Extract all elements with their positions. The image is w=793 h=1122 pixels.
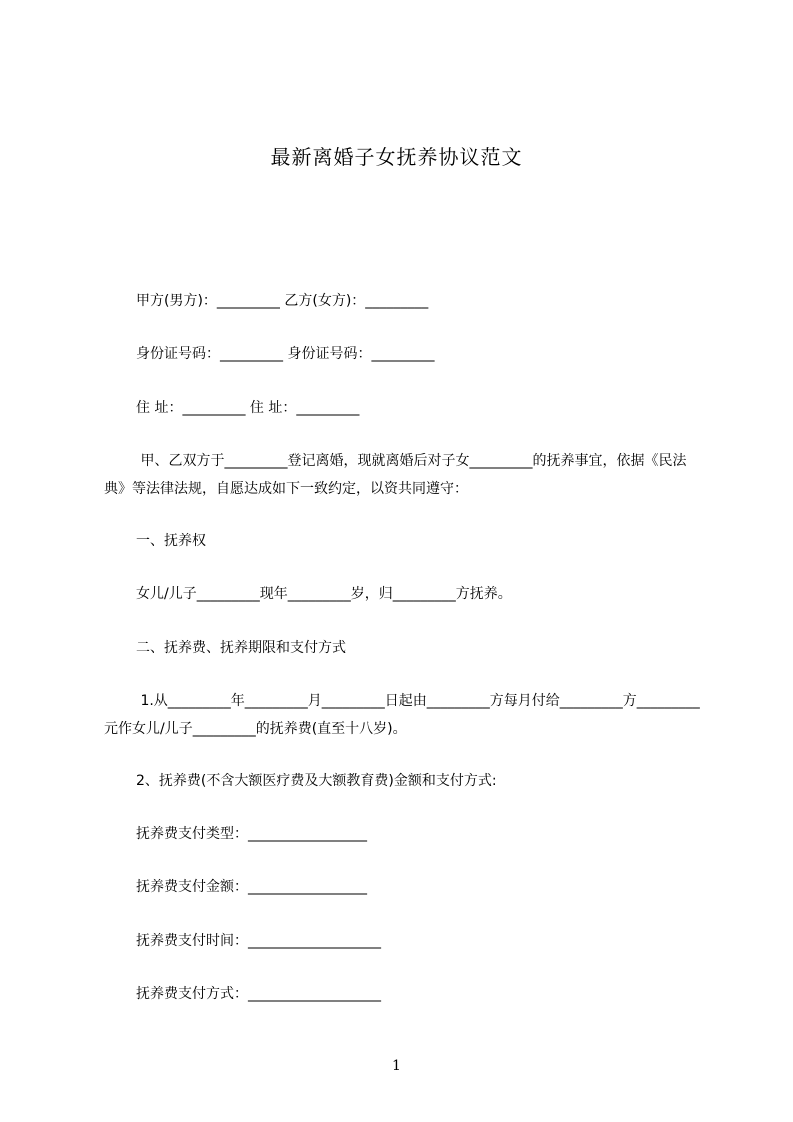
intro-paragraph: [104, 447, 704, 503]
item-1-paragraph: [104, 687, 704, 743]
party-line: 甲方(男方)：_________ 乙方(女方)：_________: [136, 293, 429, 309]
id-number-line: 身份证号码：_________ 身份证号码：_________: [136, 346, 435, 362]
custody-line: 女儿/儿子_________现年_________岁，归_________方抚养。: [136, 586, 512, 602]
payment-method-line: 抚养费支付方式：___________________: [136, 986, 381, 1002]
intro-text: 甲、乙双方于_________登记离婚，现就离婚后对子女_________的抚养事宜，依据《民法典》等法律法规，自愿达成如下一致约定，以资共同遵守：: [104, 453, 687, 497]
item-2-line: 2、抚养费(不含大额医疗费及大额教育费)金额和支付方式:: [136, 773, 497, 789]
payment-type-line: 抚养费支付类型：_________________: [136, 826, 367, 842]
item-1-text: 1.从_________年_________月_________日起由_________方每月付给_________方_________元作女儿/儿子_________的抚养费(直至十八岁)。: [104, 693, 700, 737]
page-number: 1: [392, 1058, 401, 1074]
payment-time-line: 抚养费支付时间：___________________: [136, 933, 381, 949]
section-2-heading: 二、抚养费、抚养期限和支付方式: [136, 640, 346, 656]
document-title: 最新离婚子女抚养协议范文: [270, 145, 523, 169]
section-1-heading: 一、抚养权: [136, 533, 206, 549]
address-line: 住 址：_________ 住 址：_________: [136, 400, 360, 416]
payment-amount-line: 抚养费支付金额：_________________: [136, 879, 367, 895]
